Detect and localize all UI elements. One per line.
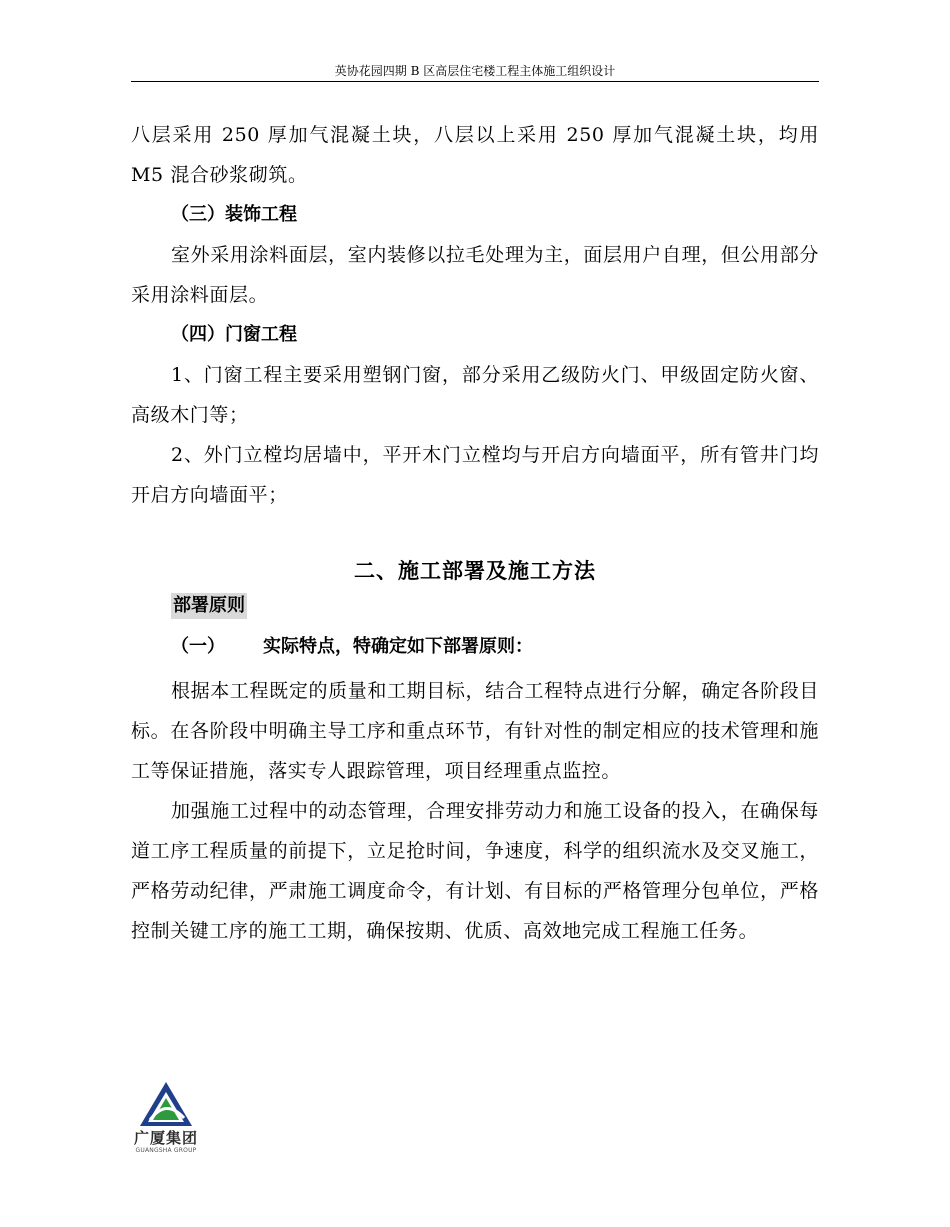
paragraph-principle-1: 根据本工程既定的质量和工期目标，结合工程特点进行分解，确定各阶段目标。在各阶段中明确主导工序和重点环节，有针对性的制定相应的技术管理和施工等保证措施，落实专人跟踪管理，项目经理重点监控。: [131, 680, 819, 782]
principle-heading: [131, 627, 819, 667]
paragraph-decoration: 室外采用涂料面层，室内装修以拉毛处理为主，面层用户自理，但公用部分采用涂料面层。: [131, 244, 819, 306]
paragraph-principle-2: 加强施工过程中的动态管理，合理安排劳动力和施工设备的投入，在确保每道工序工程质量的前提下，立足抢时间，争速度，科学的组织流水及交叉施工，严格劳动纪律，严肃施工调度命令，有计划、有目标的严格管理分包单位，严格控制关键工序的施工工期，确保按期、优质、高效地完成工程施工任务。: [131, 800, 819, 942]
page-header: 英协花园四期 B 区高层住宅楼工程主体施工组织设计: [334, 64, 616, 78]
paragraph-doors-1: 1、门窗工程主要采用塑钢门窗，部分采用乙级防火门、甲级固定防火窗、高级木门等；: [131, 364, 819, 426]
section-title: 二、施工部署及施工方法: [354, 559, 596, 583]
principle-heading-number: （一）: [171, 636, 225, 657]
header-divider: [131, 81, 819, 82]
heading-doors-windows: （四）门窗工程: [171, 324, 297, 345]
principle-label: 部署原则: [171, 593, 247, 619]
logo-company-name-english: GUANGSHA GROUP: [135, 1147, 197, 1154]
principle-heading-text: 实际特点，特确定如下部署原则：: [263, 636, 533, 657]
guangsha-logo-icon: [138, 1080, 194, 1128]
logo-company-name: 广厦集团: [133, 1129, 198, 1147]
company-logo: [130, 1080, 202, 1160]
document-body: [131, 115, 819, 951]
heading-decoration: （三）装饰工程: [171, 204, 297, 225]
paragraph-masonry: 八层采用 250 厚加气混凝土块，八层以上采用 250 厚加气混凝土块，均用 M5 混合砂浆砌筑。: [131, 124, 819, 186]
paragraph-doors-2: 2、外门立樘均居墙中，平开木门立樘均与开启方向墙面平，所有管井门均开启方向墙面平；: [131, 444, 819, 506]
